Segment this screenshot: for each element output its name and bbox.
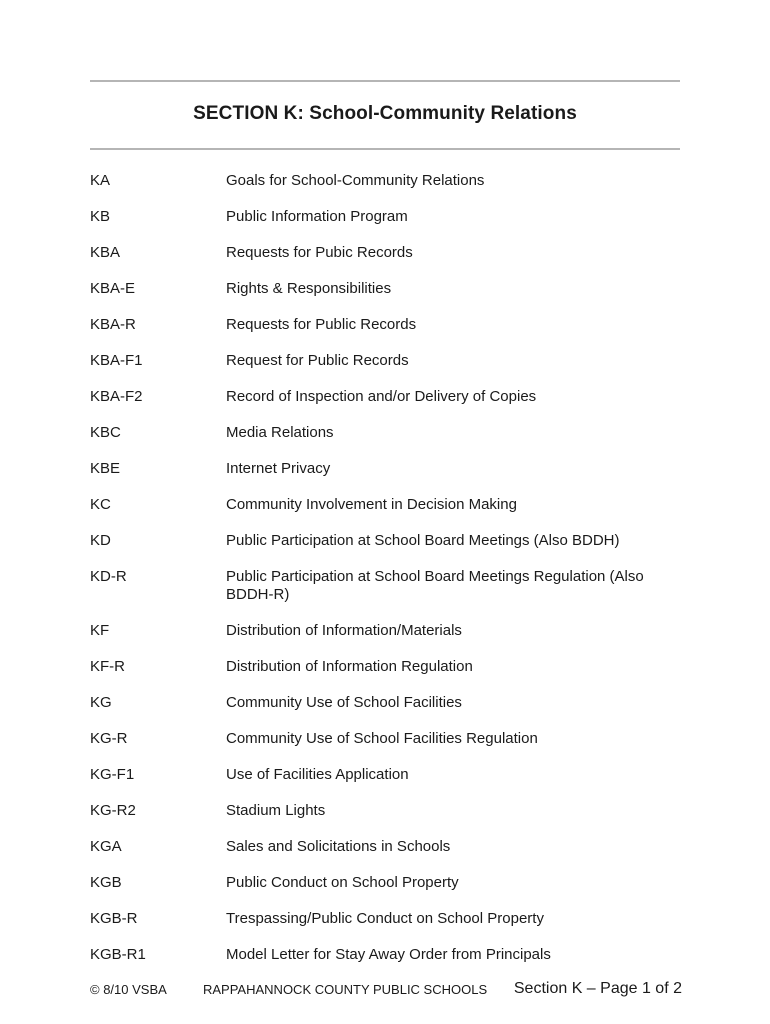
policy-code: KBE <box>90 460 121 477</box>
policy-title: Public Participation at School Board Meetings (Also BDDH) <box>226 532 620 549</box>
policy-title: Sales and Solicitations in Schools <box>226 838 451 855</box>
policy-entry <box>90 460 680 478</box>
policy-entry <box>90 802 680 820</box>
policy-title: Community Use of School Facilities Regulation <box>226 730 538 747</box>
policy-title: Use of Facilities Application <box>226 766 409 783</box>
policy-code: KBA-E <box>90 280 136 297</box>
policy-title: Request for Public Records <box>226 352 409 369</box>
policy-code: KG <box>90 694 112 711</box>
policy-code: KGB <box>90 874 122 891</box>
policy-title: Community Involvement in Decision Making <box>226 496 517 513</box>
footer-organization: RAPPAHANNOCK COUNTY PUBLIC SCHOOLS <box>203 982 488 997</box>
policy-code: KF-R <box>90 658 125 675</box>
header-bottom-rule <box>90 148 680 150</box>
header-top-rule <box>90 80 680 82</box>
page-footer <box>90 980 682 1000</box>
policy-title: Media Relations <box>226 424 334 441</box>
policy-code: KF <box>90 622 110 639</box>
policy-entry <box>90 874 680 892</box>
page-title: SECTION K: School-Community Relations <box>193 103 577 124</box>
policy-code: KG-R <box>90 730 128 747</box>
policy-code: KBA <box>90 244 121 261</box>
policy-code: KD <box>90 532 111 549</box>
policy-title: Record of Inspection and/or Delivery of Copies <box>226 388 537 405</box>
policy-entry <box>90 316 680 334</box>
policy-entry <box>90 244 680 262</box>
policy-entry <box>90 172 680 190</box>
policy-code: KC <box>90 496 111 513</box>
policy-entry <box>90 424 680 442</box>
policy-title: Community Use of School Facilities <box>226 694 462 711</box>
footer-page-number: Section K – Page 1 of 2 <box>513 980 682 997</box>
policy-title: Public Information Program <box>226 208 408 225</box>
policy-entry <box>90 622 680 640</box>
policy-code: KBA-F1 <box>90 352 143 369</box>
policy-code: KBA-F2 <box>90 388 143 405</box>
policy-entry <box>90 532 680 550</box>
policy-title: Requests for Public Records <box>226 316 417 333</box>
policy-entry <box>90 766 680 784</box>
policy-code: KA <box>90 172 111 189</box>
policy-title: Internet Privacy <box>226 460 331 477</box>
policy-code: KG-F1 <box>90 766 135 783</box>
footer-copyright: © 8/10 VSBA <box>90 982 167 997</box>
policy-list <box>90 172 680 982</box>
policy-title: Trespassing/Public Conduct on School Property <box>226 910 544 927</box>
policy-entry <box>90 946 680 964</box>
policy-entry <box>90 352 680 370</box>
policy-entry <box>90 568 680 604</box>
policy-entry <box>90 838 680 856</box>
policy-entry <box>90 694 680 712</box>
policy-title: Stadium Lights <box>226 802 326 819</box>
policy-title: Rights & Responsibilities <box>226 280 392 297</box>
policy-title: Distribution of Information/Materials <box>226 622 462 639</box>
policy-code: KBA-R <box>90 316 136 333</box>
policy-entry <box>90 388 680 406</box>
policy-code: KG-R2 <box>90 802 136 819</box>
policy-entry <box>90 910 680 928</box>
policy-code: KGA <box>90 838 122 855</box>
policy-title: Public Participation at School Board Meetings Regulation (Also BDDH-R) <box>226 568 644 603</box>
policy-title: Public Conduct on School Property <box>226 874 459 891</box>
policy-title: Model Letter for Stay Away Order from Principals <box>226 946 551 963</box>
policy-entry <box>90 730 680 748</box>
policy-title: Requests for Pubic Records <box>226 244 413 261</box>
policy-code: KBC <box>90 424 121 441</box>
policy-code: KGB-R1 <box>90 946 146 963</box>
policy-entry <box>90 496 680 514</box>
policy-code: KD-R <box>90 568 127 585</box>
policy-entry <box>90 280 680 298</box>
policy-code: KGB-R <box>90 910 138 927</box>
policy-code: KB <box>90 208 111 225</box>
policy-entry <box>90 658 680 676</box>
policy-entry <box>90 208 680 226</box>
policy-title: Goals for School-Community Relations <box>226 172 485 189</box>
policy-title: Distribution of Information Regulation <box>226 658 473 675</box>
